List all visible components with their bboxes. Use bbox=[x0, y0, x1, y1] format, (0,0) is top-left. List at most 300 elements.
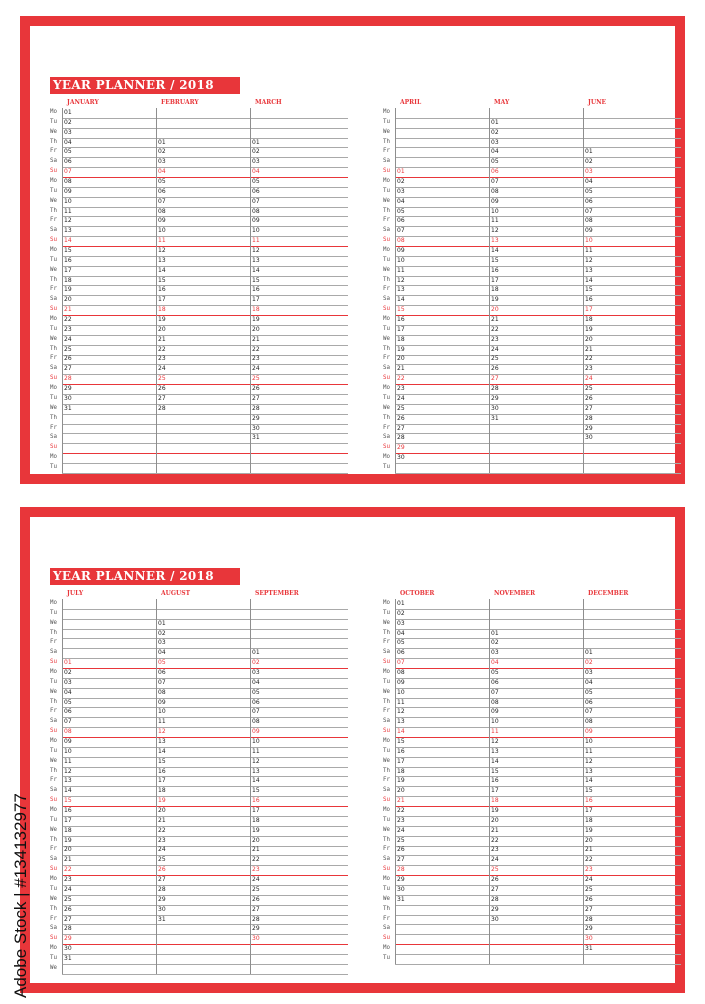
day-cell bbox=[395, 915, 475, 925]
day-cell: 18 bbox=[64, 276, 72, 284]
day-cell: 25 bbox=[491, 355, 499, 363]
day-cell: 13 bbox=[64, 777, 72, 785]
day-cell: 13 bbox=[491, 237, 499, 245]
day-cell: 19 bbox=[252, 826, 260, 834]
weekday-label: Th bbox=[50, 138, 57, 145]
day-cell bbox=[156, 599, 236, 609]
weekday-label: Su bbox=[50, 728, 57, 735]
day-cell: 08 bbox=[158, 207, 166, 215]
day-cell: 07 bbox=[252, 197, 260, 205]
day-cell: 09 bbox=[158, 698, 166, 706]
weekday-label: Sa bbox=[383, 296, 390, 303]
day-cell: 05 bbox=[397, 207, 405, 215]
day-cell: 28 bbox=[491, 385, 499, 393]
day-cell: 19 bbox=[585, 826, 593, 834]
day-cell: 30 bbox=[585, 935, 593, 943]
day-cell bbox=[156, 443, 236, 453]
day-cell bbox=[583, 118, 663, 128]
day-cell: 13 bbox=[252, 256, 260, 264]
weekday-label: Su bbox=[383, 935, 390, 942]
day-cell: 07 bbox=[64, 718, 72, 726]
weekday-label: Th bbox=[50, 276, 57, 283]
day-cell: 21 bbox=[491, 316, 499, 324]
weekday-label: Fr bbox=[383, 355, 390, 362]
weekday-label: We bbox=[50, 335, 57, 342]
day-cell bbox=[62, 414, 142, 424]
month-header: MAY bbox=[494, 99, 510, 106]
weekday-label: Sa bbox=[383, 434, 390, 441]
day-cell: 11 bbox=[585, 247, 593, 255]
day-cell: 14 bbox=[397, 728, 405, 736]
day-cell bbox=[62, 424, 142, 434]
day-cell: 03 bbox=[491, 138, 499, 146]
weekday-label: Fr bbox=[383, 148, 390, 155]
day-cell bbox=[395, 118, 475, 128]
month-day-column bbox=[156, 108, 236, 473]
day-cell: 04 bbox=[64, 138, 72, 146]
weekday-label: Su bbox=[50, 237, 57, 244]
day-cell bbox=[250, 118, 330, 128]
day-cell: 12 bbox=[397, 276, 405, 284]
day-cell bbox=[156, 934, 236, 944]
day-cell: 04 bbox=[252, 168, 260, 176]
weekday-label: Th bbox=[50, 905, 57, 912]
day-cell: 22 bbox=[64, 866, 72, 874]
day-cell: 24 bbox=[252, 365, 260, 373]
day-cell: 17 bbox=[397, 325, 405, 333]
weekday-label: We bbox=[50, 826, 57, 833]
day-cell: 01 bbox=[585, 148, 593, 156]
weekday-label: Sa bbox=[50, 649, 57, 656]
month-header: FEBRUARY bbox=[161, 99, 199, 106]
day-cell bbox=[156, 609, 236, 619]
day-cell: 30 bbox=[158, 905, 166, 913]
day-cell: 16 bbox=[585, 797, 593, 805]
weekday-label: Sa bbox=[383, 227, 390, 234]
day-cell bbox=[156, 128, 236, 138]
day-cell: 08 bbox=[252, 207, 260, 215]
day-cell: 06 bbox=[252, 698, 260, 706]
day-cell: 25 bbox=[397, 404, 405, 412]
day-cell bbox=[395, 905, 475, 915]
day-cell: 21 bbox=[491, 826, 499, 834]
day-cell: 16 bbox=[64, 807, 72, 815]
day-cell: 20 bbox=[397, 787, 405, 795]
day-cell: 07 bbox=[491, 688, 499, 696]
day-cell: 27 bbox=[585, 404, 593, 412]
weekday-label: Fr bbox=[50, 148, 57, 155]
day-cell: 15 bbox=[491, 256, 499, 264]
day-cell: 06 bbox=[158, 669, 166, 677]
day-cell bbox=[250, 453, 330, 463]
day-cell: 12 bbox=[585, 256, 593, 264]
day-cell: 11 bbox=[158, 237, 166, 245]
weekday-label: Su bbox=[383, 659, 390, 666]
day-cell: 31 bbox=[491, 414, 499, 422]
day-cell: 01 bbox=[158, 138, 166, 146]
day-cell: 09 bbox=[158, 217, 166, 225]
day-cell: 05 bbox=[252, 178, 260, 186]
day-cell: 10 bbox=[491, 207, 499, 215]
day-cell: 19 bbox=[252, 316, 260, 324]
weekday-label: We bbox=[50, 197, 57, 204]
day-cell: 10 bbox=[585, 237, 593, 245]
day-cell: 06 bbox=[491, 678, 499, 686]
day-cell: 15 bbox=[64, 797, 72, 805]
weekday-column bbox=[383, 599, 395, 964]
weekday-column bbox=[50, 599, 62, 974]
day-cell: 01 bbox=[64, 109, 72, 116]
day-cell: 29 bbox=[64, 385, 72, 393]
day-cell: 13 bbox=[397, 286, 405, 294]
day-cell: 17 bbox=[64, 266, 72, 274]
day-cell: 11 bbox=[585, 747, 593, 755]
day-cell: 23 bbox=[64, 325, 72, 333]
day-cell: 06 bbox=[64, 708, 72, 716]
month-day-column bbox=[489, 599, 569, 964]
day-cell: 23 bbox=[252, 866, 260, 874]
day-cell: 23 bbox=[585, 365, 593, 373]
day-cell bbox=[489, 443, 569, 453]
day-cell: 16 bbox=[397, 747, 405, 755]
day-cell: 27 bbox=[397, 856, 405, 864]
weekday-label: We bbox=[383, 128, 390, 135]
day-cell: 12 bbox=[585, 757, 593, 765]
weekday-label: Mo bbox=[50, 385, 57, 392]
weekday-label: Tu bbox=[50, 463, 57, 470]
day-cell: 31 bbox=[252, 434, 260, 442]
weekday-label: We bbox=[50, 404, 57, 411]
weekday-label: We bbox=[383, 619, 390, 626]
day-cell: 02 bbox=[491, 639, 499, 647]
day-cell: 12 bbox=[158, 728, 166, 736]
weekday-label: Su bbox=[383, 797, 390, 804]
weekday-label: Fr bbox=[383, 846, 390, 853]
weekday-label: Sa bbox=[383, 925, 390, 932]
weekday-label: We bbox=[50, 619, 57, 626]
day-cell bbox=[62, 463, 142, 473]
weekday-label: We bbox=[383, 895, 390, 902]
weekday-label: Su bbox=[50, 935, 57, 942]
weekday-label: Su bbox=[383, 237, 390, 244]
day-cell: 29 bbox=[491, 394, 499, 402]
day-cell: 20 bbox=[64, 296, 72, 304]
day-cell: 07 bbox=[397, 659, 405, 667]
day-cell: 25 bbox=[585, 385, 593, 393]
day-cell: 18 bbox=[585, 816, 593, 824]
day-cell bbox=[250, 609, 330, 619]
day-cell: 30 bbox=[585, 434, 593, 442]
day-cell: 29 bbox=[491, 905, 499, 913]
month-header: APRIL bbox=[400, 99, 422, 106]
day-cell: 28 bbox=[585, 414, 593, 422]
weekday-label: Tu bbox=[50, 609, 57, 616]
day-cell: 27 bbox=[64, 915, 72, 923]
day-cell: 28 bbox=[252, 915, 260, 923]
month-header: SEPTEMBER bbox=[255, 590, 299, 597]
weekday-label: Su bbox=[50, 659, 57, 666]
day-cell: 15 bbox=[158, 757, 166, 765]
day-cell: 23 bbox=[252, 355, 260, 363]
day-cell: 19 bbox=[397, 345, 405, 353]
weekday-label: Tu bbox=[50, 954, 57, 961]
day-cell: 31 bbox=[64, 404, 72, 412]
month-day-column bbox=[395, 599, 475, 964]
weekday-label: Sa bbox=[383, 158, 390, 165]
day-cell: 24 bbox=[397, 826, 405, 834]
day-cell: 08 bbox=[64, 178, 72, 186]
day-cell bbox=[489, 954, 569, 964]
day-cell: 08 bbox=[397, 237, 405, 245]
day-cell: 06 bbox=[397, 649, 405, 657]
weekday-label: Tu bbox=[383, 325, 390, 332]
day-cell: 12 bbox=[252, 247, 260, 255]
weekday-label: Tu bbox=[383, 885, 390, 892]
weekday-label: Mo bbox=[50, 316, 57, 323]
day-cell: 02 bbox=[64, 669, 72, 677]
day-cell: 21 bbox=[252, 846, 260, 854]
day-cell bbox=[250, 944, 330, 954]
day-cell: 10 bbox=[158, 708, 166, 716]
weekday-label: Mo bbox=[50, 876, 57, 883]
day-cell bbox=[250, 638, 330, 648]
day-cell: 24 bbox=[585, 375, 593, 383]
weekday-label: We bbox=[383, 404, 390, 411]
day-cell bbox=[62, 443, 142, 453]
day-cell: 24 bbox=[585, 876, 593, 884]
day-cell bbox=[583, 463, 663, 473]
day-cell: 08 bbox=[158, 688, 166, 696]
day-cell: 14 bbox=[397, 296, 405, 304]
day-cell: 09 bbox=[64, 738, 72, 746]
day-cell bbox=[395, 934, 475, 944]
day-cell: 08 bbox=[252, 718, 260, 726]
day-cell: 16 bbox=[158, 286, 166, 294]
weekday-label: Mo bbox=[383, 600, 390, 606]
weekday-label: Tu bbox=[50, 885, 57, 892]
day-cell: 02 bbox=[397, 178, 405, 186]
day-cell: 04 bbox=[397, 629, 405, 637]
day-cell bbox=[489, 108, 569, 118]
weekday-label: Tu bbox=[383, 816, 390, 823]
day-cell: 04 bbox=[252, 678, 260, 686]
day-cell bbox=[395, 924, 475, 934]
weekday-label: Sa bbox=[383, 365, 390, 372]
day-cell: 14 bbox=[158, 266, 166, 274]
weekday-label: Mo bbox=[383, 247, 390, 254]
day-cell: 24 bbox=[64, 885, 72, 893]
day-cell: 21 bbox=[158, 335, 166, 343]
day-cell: 20 bbox=[397, 355, 405, 363]
row-rule bbox=[62, 473, 348, 474]
day-cell: 25 bbox=[252, 885, 260, 893]
day-cell bbox=[156, 463, 236, 473]
weekday-label: Mo bbox=[50, 247, 57, 254]
day-cell: 31 bbox=[397, 895, 405, 903]
day-cell bbox=[250, 108, 330, 118]
weekday-label: Tu bbox=[50, 816, 57, 823]
day-cell: 15 bbox=[585, 787, 593, 795]
weekday-label: Fr bbox=[383, 639, 390, 646]
day-cell: 05 bbox=[585, 187, 593, 195]
day-cell: 26 bbox=[252, 895, 260, 903]
month-header: JANUARY bbox=[67, 99, 99, 106]
day-cell: 01 bbox=[397, 168, 405, 176]
weekday-label: We bbox=[50, 688, 57, 695]
day-cell: 02 bbox=[158, 148, 166, 156]
day-cell: 30 bbox=[491, 404, 499, 412]
day-cell: 07 bbox=[585, 207, 593, 215]
day-cell bbox=[156, 924, 236, 934]
weekday-label: Tu bbox=[383, 256, 390, 263]
day-cell: 12 bbox=[491, 738, 499, 746]
weekday-label: Su bbox=[383, 375, 390, 382]
day-cell: 31 bbox=[585, 945, 593, 953]
day-cell: 25 bbox=[397, 836, 405, 844]
day-cell: 27 bbox=[158, 394, 166, 402]
day-cell: 14 bbox=[158, 747, 166, 755]
weekday-label: Th bbox=[383, 836, 390, 843]
planner-title: YEAR PLANNER / 2018 bbox=[50, 568, 240, 585]
weekday-label: Tu bbox=[50, 256, 57, 263]
weekday-label: Fr bbox=[383, 708, 390, 715]
weekday-label: Th bbox=[50, 207, 57, 214]
planner-title: YEAR PLANNER / 2018 bbox=[50, 77, 240, 94]
day-cell: 15 bbox=[491, 767, 499, 775]
day-cell: 21 bbox=[158, 816, 166, 824]
day-cell: 14 bbox=[585, 777, 593, 785]
day-cell: 10 bbox=[64, 197, 72, 205]
day-cell bbox=[489, 934, 569, 944]
weekday-label: Tu bbox=[50, 187, 57, 194]
day-cell: 18 bbox=[252, 816, 260, 824]
day-cell: 20 bbox=[491, 306, 499, 314]
weekday-label: Tu bbox=[383, 394, 390, 401]
stock-watermark bbox=[4, 768, 34, 1000]
day-cell: 04 bbox=[491, 148, 499, 156]
day-cell: 06 bbox=[252, 187, 260, 195]
day-cell: 14 bbox=[491, 247, 499, 255]
day-cell bbox=[156, 964, 236, 974]
day-cell: 09 bbox=[491, 197, 499, 205]
day-cell: 21 bbox=[585, 846, 593, 854]
day-cell: 03 bbox=[64, 128, 72, 136]
day-cell: 16 bbox=[397, 316, 405, 324]
day-cell: 08 bbox=[397, 669, 405, 677]
day-cell: 18 bbox=[252, 306, 260, 314]
day-cell: 28 bbox=[64, 925, 72, 933]
day-cell: 06 bbox=[585, 698, 593, 706]
day-cell: 25 bbox=[158, 856, 166, 864]
day-cell bbox=[62, 599, 142, 609]
day-cell: 12 bbox=[397, 708, 405, 716]
day-cell: 27 bbox=[252, 905, 260, 913]
day-cell: 28 bbox=[64, 375, 72, 383]
day-cell: 16 bbox=[158, 767, 166, 775]
day-cell: 20 bbox=[491, 816, 499, 824]
day-cell: 03 bbox=[64, 678, 72, 686]
day-cell: 27 bbox=[491, 375, 499, 383]
weekday-label: Fr bbox=[383, 217, 390, 224]
day-cell: 29 bbox=[158, 895, 166, 903]
weekday-label: Tu bbox=[383, 747, 390, 754]
day-cell: 16 bbox=[252, 286, 260, 294]
day-cell: 01 bbox=[252, 138, 260, 146]
weekday-column bbox=[50, 108, 62, 473]
weekday-label: Th bbox=[383, 276, 390, 283]
day-cell: 12 bbox=[252, 757, 260, 765]
day-cell bbox=[62, 638, 142, 648]
day-cell: 24 bbox=[64, 335, 72, 343]
month-day-column bbox=[62, 599, 142, 974]
day-cell: 17 bbox=[585, 807, 593, 815]
day-cell: 05 bbox=[158, 178, 166, 186]
day-cell: 01 bbox=[252, 649, 260, 657]
day-cell: 24 bbox=[491, 345, 499, 353]
day-cell: 03 bbox=[158, 158, 166, 166]
day-cell: 09 bbox=[252, 728, 260, 736]
month-header: DECEMBER bbox=[588, 590, 629, 597]
day-cell: 01 bbox=[64, 659, 72, 667]
day-cell: 10 bbox=[158, 227, 166, 235]
day-cell: 04 bbox=[158, 168, 166, 176]
day-cell: 09 bbox=[64, 187, 72, 195]
day-cell bbox=[156, 433, 236, 443]
day-cell: 07 bbox=[64, 168, 72, 176]
day-cell: 22 bbox=[397, 807, 405, 815]
day-cell: 10 bbox=[252, 227, 260, 235]
weekday-label: Mo bbox=[50, 600, 57, 606]
day-cell: 11 bbox=[397, 698, 405, 706]
weekday-label: Mo bbox=[50, 807, 57, 814]
day-cell: 05 bbox=[585, 688, 593, 696]
row-rule bbox=[62, 974, 348, 975]
month-header: JULY bbox=[67, 590, 84, 597]
day-cell: 29 bbox=[252, 925, 260, 933]
weekday-label: Fr bbox=[50, 846, 57, 853]
day-cell: 06 bbox=[397, 217, 405, 225]
weekday-label: Tu bbox=[383, 187, 390, 194]
day-cell: 12 bbox=[64, 217, 72, 225]
weekday-label: Tu bbox=[383, 678, 390, 685]
day-cell: 26 bbox=[64, 905, 72, 913]
weekday-label: Sa bbox=[50, 158, 57, 165]
day-cell bbox=[250, 463, 330, 473]
day-cell: 19 bbox=[397, 777, 405, 785]
day-cell: 24 bbox=[397, 394, 405, 402]
day-cell bbox=[62, 453, 142, 463]
day-cell: 25 bbox=[64, 895, 72, 903]
day-cell: 27 bbox=[158, 876, 166, 884]
day-cell: 19 bbox=[64, 286, 72, 294]
day-cell bbox=[250, 629, 330, 639]
day-cell: 09 bbox=[585, 728, 593, 736]
weekday-label: Su bbox=[383, 306, 390, 313]
day-cell: 16 bbox=[585, 296, 593, 304]
day-cell: 21 bbox=[64, 856, 72, 864]
day-cell: 23 bbox=[397, 385, 405, 393]
month-day-column bbox=[250, 599, 330, 974]
day-cell bbox=[156, 453, 236, 463]
day-cell bbox=[250, 964, 330, 974]
weekday-label: Sa bbox=[50, 787, 57, 794]
day-cell: 19 bbox=[491, 807, 499, 815]
day-cell: 26 bbox=[252, 385, 260, 393]
day-cell: 09 bbox=[585, 227, 593, 235]
month-header: OCTOBER bbox=[400, 590, 435, 597]
weekday-label: Mo bbox=[50, 669, 57, 676]
weekday-label: Su bbox=[383, 168, 390, 175]
